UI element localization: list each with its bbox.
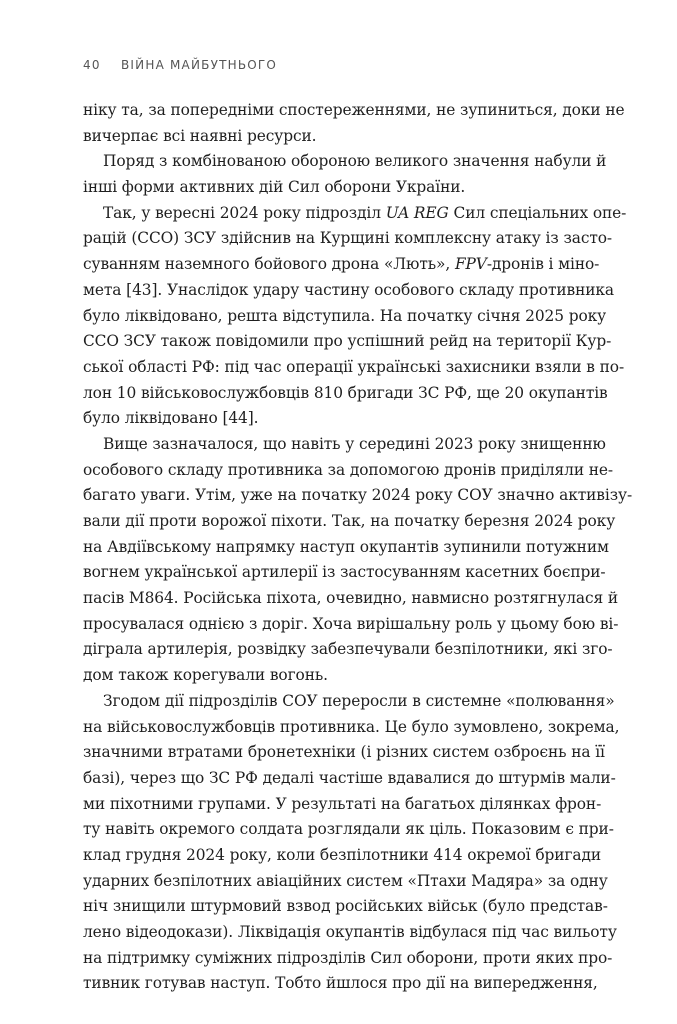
text-run: Так, у вересні 2024 року підрозділ [103,203,386,222]
text-line: базі), через що ЗС РФ дедалі частіше вдавалися до штурмів мали- [83,768,616,787]
text-line: було ліквідовано [44]. [83,409,259,428]
text-line: на Авдіївському напрямку наступ окупантів зупинили потужним [83,537,609,556]
text-run: -дронів і міно- [486,255,600,274]
text-line: вали дії проти ворожої піхоти. Так, на початку березня 2024 року [83,512,616,530]
text-line: особового складу противника за допомогою дронів приділяли не- [83,460,614,479]
paragraph [83,201,627,432]
text-line: ської області РФ: під час операції українські захисники взяли в по- [83,357,625,376]
text-line: просувалася однією з доріг. Хоча вирішальну роль у цьому бою ві- [83,614,619,633]
text-line: вичерпає всі наявні ресурси. [83,126,317,145]
text-line [83,252,600,278]
text-line: мета [43]. Унаслідок удару частину особового складу противника [83,280,614,299]
text-line: на підтримку суміжних підрозділів Сил оборони, проти яких про- [83,948,613,967]
text-line: ударних безпілотних авіаційних систем «Птахи Мадяра» за одну [83,871,608,890]
body-text [83,98,633,997]
text-line: було ліквідовано, решта відступила. На початку січня 2025 року [83,306,607,325]
text-line: лено відеодокази). Ліквідація окупантів відбулася під час вильоту [83,923,617,941]
text-line: дом також корегували вогонь. [83,666,328,685]
text-line: ніч знищили штурмовий взвод російських військ (було представ- [83,897,608,916]
text-line: значними втратами бронетехніки (і різних систем озброєнь на її [83,743,605,762]
text-line: ту навіть окремого солдата розглядали як ціль. Показовим є при- [83,820,614,839]
italic-term: UA REG [385,203,449,222]
text-line: ССО ЗСУ також повідомили про успішний рейд на території Кур- [83,332,612,351]
text-line: на військовослужбовців противника. Це було зумовлено, зокрема, [83,717,620,736]
text-run: суванням наземного бойового дрона «Лють», [83,255,455,274]
text-line: ми піхотними групами. У результаті на багатьох ділянках фрон- [83,794,602,813]
text-line: інші форми активних дій Сил оборони України. [83,178,466,197]
text-line: діграла артилерія, розвідку забезпечували безпілотники, які зго- [83,640,613,659]
paragraph [83,689,620,997]
text-line: Вище зазначалося, що навіть у середині 2023 року знищенню [103,434,606,453]
text-line [83,201,627,227]
text-line: Згодом дії підрозділів СОУ переросли в системне «полювання» [103,691,615,710]
text-line: пасів М864. Російська піхота, очевидно, навмисно розтягнулася й [83,589,619,608]
text-line: тивник готував наступ. Тобто йшлося про дії на випередження, [83,974,598,993]
text-line: рацій (ССО) ЗСУ здійснив на Курщині комплексну атаку із засто- [83,229,613,248]
page-number: 40 [83,58,101,72]
text-line: Поряд з комбінованою обороною великого значення набули й [103,152,607,171]
italic-term: FPV [454,255,487,274]
text-line: лон 10 військовослужбовців 810 бригади ЗС РФ, ще 20 окупантів [83,383,608,402]
paragraph [83,98,625,149]
text-line: клад грудня 2024 року, коли безпілотники 414 окремої бригади [83,845,602,864]
paragraph [83,432,633,689]
text-line: багато уваги. Утім, уже на початку 2024 року СОУ значно активізу- [83,486,633,505]
paragraph [83,149,607,200]
text-line: ніку та, за попередніми спостереженнями, не зупиниться, доки не [83,101,625,119]
text-run: Сил спеціальних опе- [448,203,627,222]
book-title: ВІЙНА МАЙБУТНЬОГО [121,58,278,72]
running-head [83,58,277,72]
text-line: вогнем української артилерії із застосуванням касетних боєпри- [83,563,606,582]
